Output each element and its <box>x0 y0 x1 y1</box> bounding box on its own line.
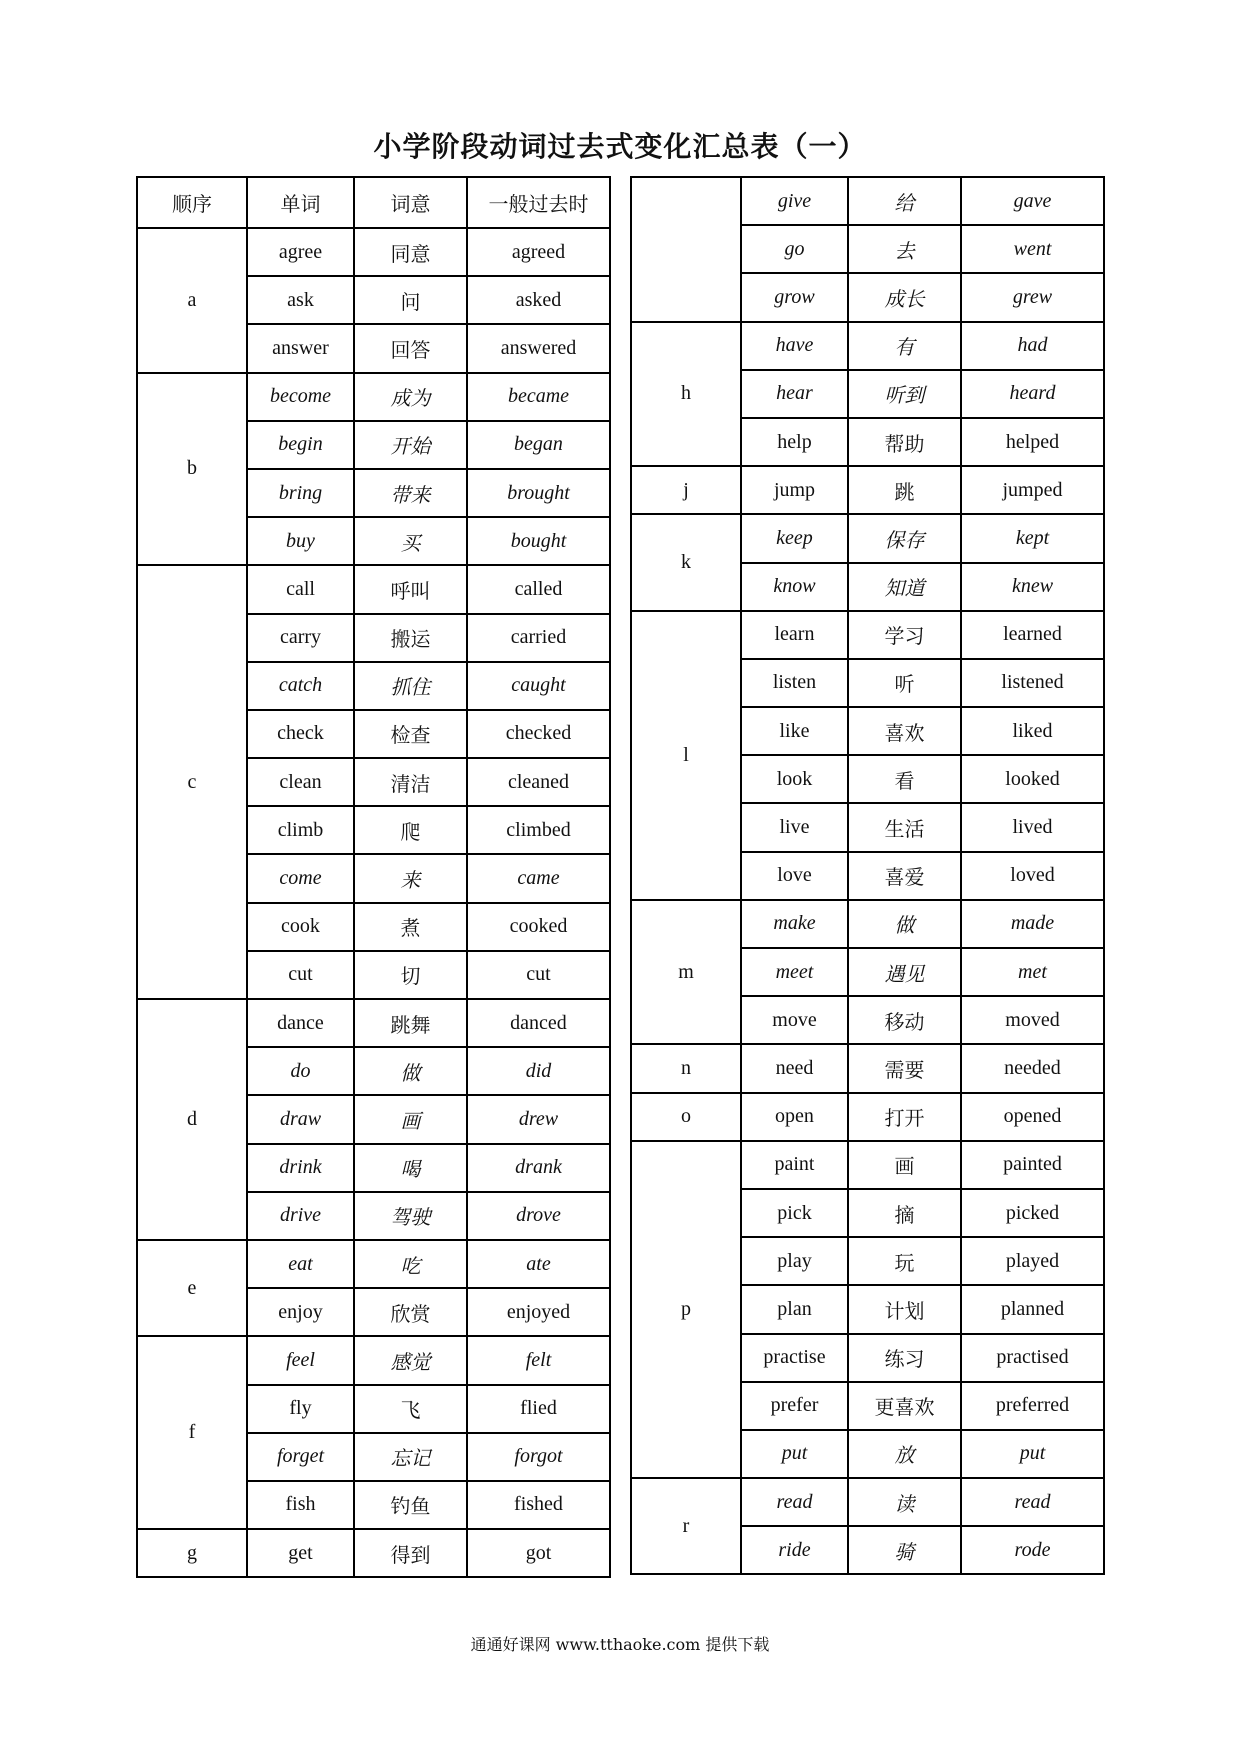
meaning-cell: 跳舞 <box>354 999 467 1047</box>
past-tense-cell: came <box>467 854 610 902</box>
table-row <box>137 1529 610 1577</box>
word-cell: check <box>247 710 354 758</box>
meaning-cell: 买 <box>354 517 467 565</box>
past-tense-cell: loved <box>961 852 1104 900</box>
letter-cell: o <box>631 1093 741 1141</box>
left-verb-table <box>136 176 611 1578</box>
word-cell: jump <box>741 466 848 514</box>
meaning-cell: 生活 <box>848 803 961 851</box>
letter-cell: n <box>631 1044 741 1092</box>
meaning-cell: 抓住 <box>354 662 467 710</box>
word-cell: feel <box>247 1336 354 1384</box>
meaning-cell: 跳 <box>848 466 961 514</box>
meaning-cell: 感觉 <box>354 1336 467 1384</box>
letter-cell: a <box>137 228 247 373</box>
word-cell: do <box>247 1047 354 1095</box>
word-cell: help <box>741 418 848 466</box>
past-tense-cell: bought <box>467 517 610 565</box>
word-cell: call <box>247 565 354 613</box>
past-tense-cell: asked <box>467 276 610 324</box>
word-cell: become <box>247 373 354 421</box>
letter-cell: d <box>137 999 247 1240</box>
past-tense-cell: put <box>961 1430 1104 1478</box>
word-cell: drive <box>247 1192 354 1240</box>
word-cell: catch <box>247 662 354 710</box>
past-tense-cell: drove <box>467 1192 610 1240</box>
meaning-cell: 移动 <box>848 996 961 1044</box>
past-tense-cell: preferred <box>961 1382 1104 1430</box>
word-cell: cut <box>247 951 354 999</box>
letter-cell: h <box>631 322 741 467</box>
word-cell: drink <box>247 1144 354 1192</box>
past-tense-cell: cut <box>467 951 610 999</box>
past-tense-cell: grew <box>961 273 1104 321</box>
table-row <box>137 565 610 613</box>
word-cell: climb <box>247 806 354 854</box>
meaning-cell: 喝 <box>354 1144 467 1192</box>
letter-cell: m <box>631 900 741 1045</box>
word-cell: practise <box>741 1334 848 1382</box>
word-cell: plan <box>741 1285 848 1333</box>
meaning-cell: 放 <box>848 1430 961 1478</box>
meaning-cell: 学习 <box>848 611 961 659</box>
meaning-cell: 切 <box>354 951 467 999</box>
table-row <box>631 1044 1104 1092</box>
word-cell: look <box>741 755 848 803</box>
word-cell: prefer <box>741 1382 848 1430</box>
meaning-cell: 喜爱 <box>848 852 961 900</box>
past-tense-cell: made <box>961 900 1104 948</box>
meaning-cell: 画 <box>848 1141 961 1189</box>
meaning-cell: 检查 <box>354 710 467 758</box>
meaning-cell: 成长 <box>848 273 961 321</box>
letter-cell <box>631 177 741 322</box>
meaning-cell: 吃 <box>354 1240 467 1288</box>
word-cell: know <box>741 563 848 611</box>
meaning-cell: 欣赏 <box>354 1288 467 1336</box>
past-tense-cell: picked <box>961 1189 1104 1237</box>
past-tense-cell: brought <box>467 469 610 517</box>
past-tense-cell: gave <box>961 177 1104 225</box>
word-cell: read <box>741 1478 848 1526</box>
letter-cell: f <box>137 1336 247 1529</box>
meaning-cell: 钓鱼 <box>354 1481 467 1529</box>
past-tense-cell: became <box>467 373 610 421</box>
meaning-cell: 计划 <box>848 1285 961 1333</box>
letter-cell: g <box>137 1529 247 1577</box>
meaning-cell: 回答 <box>354 324 467 372</box>
past-tense-cell: painted <box>961 1141 1104 1189</box>
word-cell: eat <box>247 1240 354 1288</box>
letter-cell: r <box>631 1478 741 1574</box>
past-tense-cell: carried <box>467 614 610 662</box>
word-cell: make <box>741 900 848 948</box>
meaning-cell: 开始 <box>354 421 467 469</box>
table-row <box>631 1093 1104 1141</box>
word-cell: paint <box>741 1141 848 1189</box>
table-row <box>631 1478 1104 1526</box>
table-row <box>137 373 610 421</box>
past-tense-cell: looked <box>961 755 1104 803</box>
table-row <box>137 1336 610 1384</box>
past-tense-cell: called <box>467 565 610 613</box>
meaning-cell: 喜欢 <box>848 707 961 755</box>
meaning-cell: 去 <box>848 225 961 273</box>
meaning-cell: 读 <box>848 1478 961 1526</box>
table-row <box>631 322 1104 370</box>
meaning-cell: 带来 <box>354 469 467 517</box>
word-cell: keep <box>741 514 848 562</box>
meaning-cell: 有 <box>848 322 961 370</box>
past-tense-cell: ate <box>467 1240 610 1288</box>
word-cell: need <box>741 1044 848 1092</box>
meaning-cell: 问 <box>354 276 467 324</box>
past-tense-cell: went <box>961 225 1104 273</box>
past-tense-cell: rode <box>961 1526 1104 1574</box>
meaning-cell: 听到 <box>848 370 961 418</box>
past-tense-cell: felt <box>467 1336 610 1384</box>
past-tense-cell: answered <box>467 324 610 372</box>
word-cell: learn <box>741 611 848 659</box>
past-tense-cell: flied <box>467 1385 610 1433</box>
past-tense-cell: listened <box>961 659 1104 707</box>
meaning-cell: 成为 <box>354 373 467 421</box>
meaning-cell: 做 <box>354 1047 467 1095</box>
past-tense-cell: danced <box>467 999 610 1047</box>
word-cell: fly <box>247 1385 354 1433</box>
meaning-cell: 打开 <box>848 1093 961 1141</box>
letter-cell: b <box>137 373 247 566</box>
past-tense-cell: got <box>467 1529 610 1577</box>
word-cell: grow <box>741 273 848 321</box>
meaning-cell: 保存 <box>848 514 961 562</box>
meaning-cell: 清洁 <box>354 758 467 806</box>
past-tense-cell: opened <box>961 1093 1104 1141</box>
word-cell: ride <box>741 1526 848 1574</box>
table-row <box>631 1141 1104 1189</box>
meaning-cell: 玩 <box>848 1237 961 1285</box>
word-cell: listen <box>741 659 848 707</box>
letter-cell: l <box>631 611 741 900</box>
table-row <box>631 177 1104 225</box>
word-cell: pick <box>741 1189 848 1237</box>
table-row <box>631 466 1104 514</box>
word-cell: like <box>741 707 848 755</box>
meaning-cell: 飞 <box>354 1385 467 1433</box>
meaning-cell: 来 <box>354 854 467 902</box>
past-tense-cell: fished <box>467 1481 610 1529</box>
table-row <box>137 1240 610 1288</box>
past-tense-cell: heard <box>961 370 1104 418</box>
past-tense-cell: agreed <box>467 228 610 276</box>
word-cell: dance <box>247 999 354 1047</box>
meaning-cell: 爬 <box>354 806 467 854</box>
past-tense-cell: checked <box>467 710 610 758</box>
meaning-cell: 知道 <box>848 563 961 611</box>
table-row <box>631 611 1104 659</box>
meaning-cell: 给 <box>848 177 961 225</box>
past-tense-cell: learned <box>961 611 1104 659</box>
word-cell: love <box>741 852 848 900</box>
word-cell: draw <box>247 1095 354 1143</box>
meaning-cell: 摘 <box>848 1189 961 1237</box>
past-tense-cell: forgot <box>467 1433 610 1481</box>
meaning-cell: 听 <box>848 659 961 707</box>
past-tense-cell: began <box>467 421 610 469</box>
table-row <box>631 900 1104 948</box>
past-tense-cell: liked <box>961 707 1104 755</box>
past-tense-cell: jumped <box>961 466 1104 514</box>
past-tense-cell: did <box>467 1047 610 1095</box>
meaning-cell: 需要 <box>848 1044 961 1092</box>
word-cell: put <box>741 1430 848 1478</box>
word-cell: forget <box>247 1433 354 1481</box>
letter-cell: c <box>137 565 247 999</box>
word-cell: clean <box>247 758 354 806</box>
header-word: 单词 <box>247 177 354 228</box>
past-tense-cell: enjoyed <box>467 1288 610 1336</box>
word-cell: meet <box>741 948 848 996</box>
header-row <box>137 177 610 228</box>
word-cell: play <box>741 1237 848 1285</box>
word-cell: fish <box>247 1481 354 1529</box>
meaning-cell: 得到 <box>354 1529 467 1577</box>
word-cell: hear <box>741 370 848 418</box>
word-cell: open <box>741 1093 848 1141</box>
word-cell: have <box>741 322 848 370</box>
past-tense-cell: had <box>961 322 1104 370</box>
table-row <box>631 514 1104 562</box>
past-tense-cell: lived <box>961 803 1104 851</box>
meaning-cell: 驾驶 <box>354 1192 467 1240</box>
meaning-cell: 骑 <box>848 1526 961 1574</box>
past-tense-cell: caught <box>467 662 610 710</box>
meaning-cell: 看 <box>848 755 961 803</box>
past-tense-cell: moved <box>961 996 1104 1044</box>
word-cell: buy <box>247 517 354 565</box>
past-tense-cell: planned <box>961 1285 1104 1333</box>
word-cell: cook <box>247 903 354 951</box>
meaning-cell: 遇见 <box>848 948 961 996</box>
letter-cell: k <box>631 514 741 610</box>
meaning-cell: 练习 <box>848 1334 961 1382</box>
page-title: 小学阶段动词过去式变化汇总表（一） <box>373 130 867 163</box>
word-cell: move <box>741 996 848 1044</box>
past-tense-cell: knew <box>961 563 1104 611</box>
header-order: 顺序 <box>137 177 247 228</box>
letter-cell: e <box>137 1240 247 1336</box>
past-tense-cell: climbed <box>467 806 610 854</box>
past-tense-cell: helped <box>961 418 1104 466</box>
header-meaning: 词意 <box>354 177 467 228</box>
past-tense-cell: drank <box>467 1144 610 1192</box>
past-tense-cell: played <box>961 1237 1104 1285</box>
past-tense-cell: read <box>961 1478 1104 1526</box>
right-verb-table <box>630 176 1105 1575</box>
table-row <box>137 228 610 276</box>
word-cell: get <box>247 1529 354 1577</box>
word-cell: come <box>247 854 354 902</box>
word-cell: go <box>741 225 848 273</box>
letter-cell: p <box>631 1141 741 1478</box>
meaning-cell: 画 <box>354 1095 467 1143</box>
word-cell: answer <box>247 324 354 372</box>
table-row <box>137 999 610 1047</box>
word-cell: agree <box>247 228 354 276</box>
meaning-cell: 帮助 <box>848 418 961 466</box>
meaning-cell: 忘记 <box>354 1433 467 1481</box>
word-cell: begin <box>247 421 354 469</box>
word-cell: bring <box>247 469 354 517</box>
meaning-cell: 同意 <box>354 228 467 276</box>
word-cell: give <box>741 177 848 225</box>
word-cell: enjoy <box>247 1288 354 1336</box>
meaning-cell: 更喜欢 <box>848 1382 961 1430</box>
letter-cell: j <box>631 466 741 514</box>
word-cell: live <box>741 803 848 851</box>
meaning-cell: 做 <box>848 900 961 948</box>
past-tense-cell: cleaned <box>467 758 610 806</box>
header-past-tense: 一般过去时 <box>467 177 610 228</box>
meaning-cell: 煮 <box>354 903 467 951</box>
past-tense-cell: cooked <box>467 903 610 951</box>
past-tense-cell: drew <box>467 1095 610 1143</box>
word-cell: carry <box>247 614 354 662</box>
past-tense-cell: needed <box>961 1044 1104 1092</box>
footer-source: 通通好课网 www.tthaoke.com 提供下载 <box>470 1635 770 1654</box>
meaning-cell: 呼叫 <box>354 565 467 613</box>
past-tense-cell: kept <box>961 514 1104 562</box>
past-tense-cell: practised <box>961 1334 1104 1382</box>
word-cell: ask <box>247 276 354 324</box>
meaning-cell: 搬运 <box>354 614 467 662</box>
past-tense-cell: met <box>961 948 1104 996</box>
